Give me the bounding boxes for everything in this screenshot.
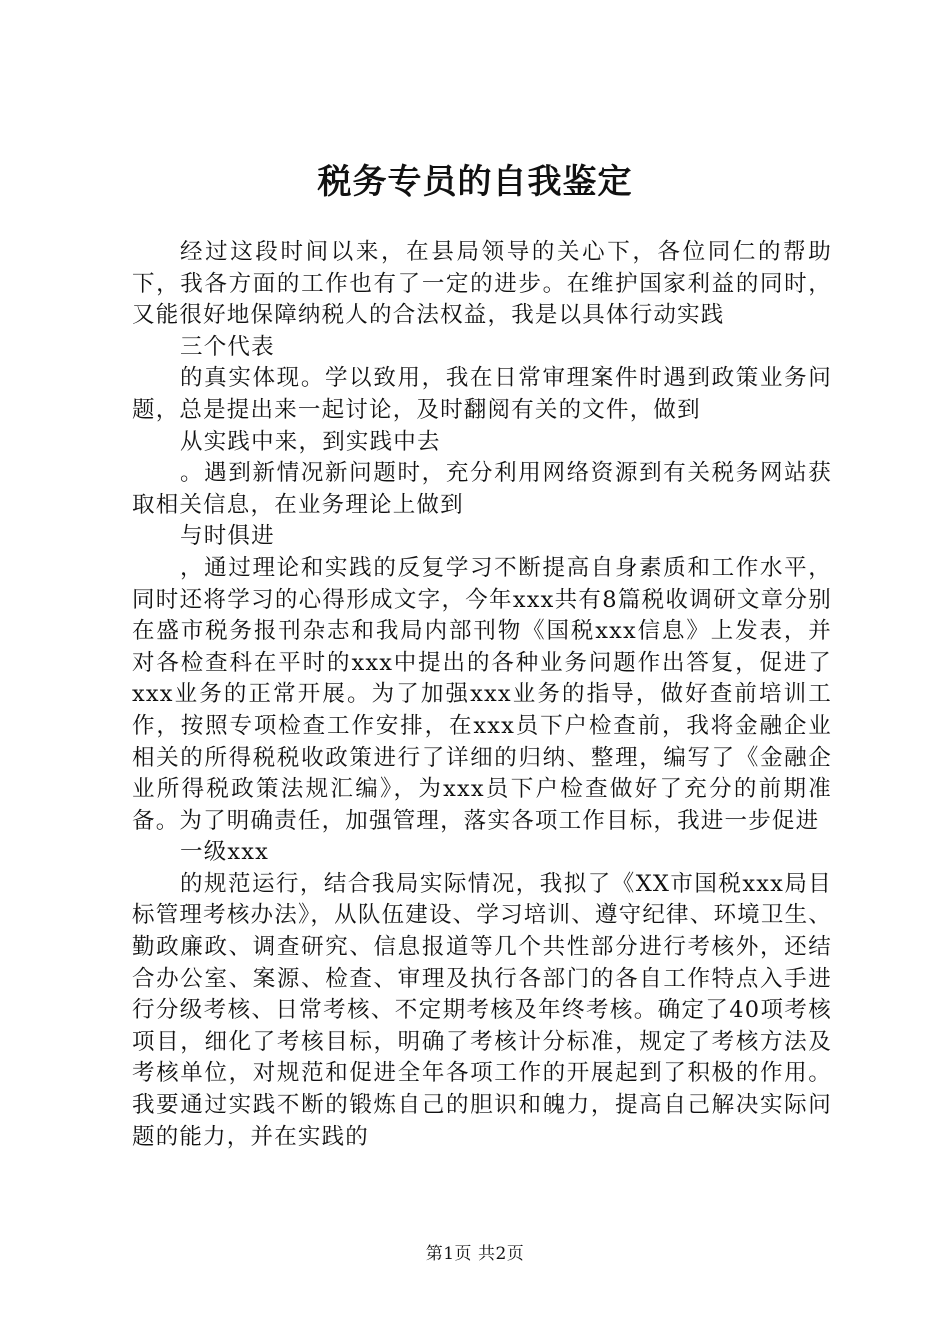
paragraph: ，通过理论和实践的反复学习不断提高自身素质和工作水平，同时还将学习的心得形成文字，今年xxx共有8篇税收调研文章分别在盛市税务报刊杂志和我局内部刊物《国税xxx信息》上发表，并对各检查科在平时的xxx中提出的各种业务问题作出答复，促进了xxx业务的正常开展。为了加强xxx业务的指导，做好查前培训工作，按照专项检查工作安排，在xxx员下户检查前，我将金融企业相关的所得税税收政策进行了详细的归纳、整理，编写了《金融企业所得税政策法规汇编》，为xxx员下户检查做好了充分的前期准备。为了明确责任，加强管理，落实各项工作目标，我进一步促进 (132, 554, 832, 834)
paragraph: 一级xxx (180, 839, 270, 866)
paragraph: 的规范运行，结合我局实际情况，我拟了《XX市国税xxx局目标管理考核办法》，从队伍建设、学习培训、遵守纪律、环境卫生、勤政廉政、调查研究、信息报道等几个共性部分进行考核外，还结合办公室、案源、检查、审理及执行各部门的各自工作特点入手进行分级考核、日常考核、不定期考核及年终考核。确定了40项考核项目，细化了考核目标，明确了考核计分标准，规定了考核方法及考核单位，对规范和促进全年各项工作的开展起到了积极的作用。我要通过实践不断的锻炼自己的胆识和魄力，提高自己解决实际问题的能力，并在实践的 (132, 870, 832, 1150)
paragraph: 的真实体现。学以致用，我在日常审理案件时遇到政策业务问题，总是提出来一起讨论，及时翻阅有关的文件，做到 (132, 365, 832, 423)
paragraph: 三个代表 (180, 333, 275, 360)
document-title: 税务专员的自我鉴定 (317, 162, 633, 202)
paragraph: 。遇到新情况新问题时，充分利用网络资源到有关税务网站获取相关信息，在业务理论上做到 (132, 460, 832, 518)
paragraph: 与时俱进 (180, 523, 275, 550)
paragraph: 从实践中来，到实践中去 (180, 428, 441, 455)
page-footer: 第1页 共2页 (425, 1244, 525, 1264)
document-body (132, 237, 832, 1153)
paragraph: 经过这段时间以来，在县局领导的关心下，各位同仁的帮助下，我各方面的工作也有了一定的进步。在维护国家利益的同时，又能很好地保障纳税人的合法权益，我是以具体行动实践 (132, 239, 832, 329)
